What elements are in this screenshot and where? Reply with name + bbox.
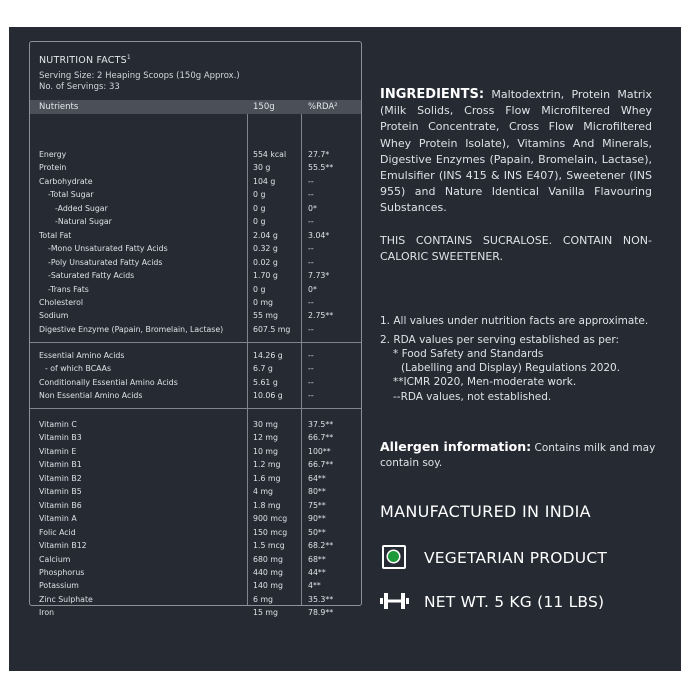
table-row (30, 581, 361, 594)
nutrient-rda: 7.73* (308, 271, 330, 281)
nutrient-rda: -- (308, 297, 314, 307)
nutrient-rda: 35.3** (308, 594, 334, 604)
nutrient-value: 104 g (253, 176, 276, 186)
ingredients-block (380, 87, 652, 217)
nutrient-name: Potassium (39, 581, 79, 591)
nutrient-name: -Natural Sugar (55, 217, 112, 227)
nutrient-rda: 55.5** (308, 163, 334, 173)
table-row (30, 514, 361, 527)
nutrient-rda: 27.7* (308, 150, 330, 159)
dumbbell-icon (380, 592, 409, 610)
table-row (30, 420, 361, 433)
nutrient-name: Digestive Enzyme (Papain, Bromelain, Lactase) (39, 324, 224, 334)
table-row (30, 177, 361, 190)
nutrient-name: Vitamin B1 (39, 460, 82, 470)
nutrient-rda: 68.2** (308, 541, 334, 551)
nutrient-name: -Poly Unsaturated Fatty Acids (48, 257, 163, 267)
table-row (30, 595, 361, 608)
table-row (30, 163, 361, 176)
nutrient-rda: 90** (308, 514, 326, 524)
nutrient-rda: -- (308, 244, 314, 254)
nutrient-value: 55 mg (253, 311, 278, 321)
vegetarian-label: VEGETARIAN PRODUCT (424, 549, 608, 567)
nutrient-name: Vitamin B5 (39, 487, 82, 497)
manufactured-in: MANUFACTURED IN INDIA (380, 502, 591, 521)
nutrient-name: Iron (39, 608, 55, 618)
table-row (30, 501, 361, 514)
table-row (30, 258, 361, 271)
allergen-label: Allergen information: (380, 439, 532, 454)
table-row (30, 351, 361, 364)
nutrient-rda: 64** (308, 473, 326, 483)
ingredients-label: INGREDIENTS: (380, 87, 485, 102)
nutrient-rda: 66.7** (308, 433, 334, 443)
table-row (30, 204, 361, 217)
nutrient-name: Vitamin C (39, 420, 77, 429)
table-row (30, 541, 361, 554)
nutrient-name: Folic Acid (39, 527, 76, 537)
nutrient-value: 1.2 mg (253, 460, 281, 470)
nutrient-value: 30 mg (253, 420, 278, 429)
table-row (30, 528, 361, 541)
table-header (30, 100, 361, 114)
sucralose-note: THIS CONTAINS SUCRALOSE. CONTAIN NON-CALORIC SWEETENER. (380, 234, 652, 264)
nutrient-value: 14.26 g (253, 351, 283, 360)
nutrient-value: 10 mg (253, 446, 278, 456)
nutrient-value: 6 mg (253, 594, 273, 604)
nutrient-rda: -- (308, 176, 314, 186)
nutrient-value: 150 mcg (253, 527, 288, 537)
servings-count: No. of Servings: 33 (39, 82, 120, 92)
nutrient-value: 4 mg (253, 487, 273, 497)
nutrient-rda: 100** (308, 446, 331, 456)
nutrient-value: 30 g (253, 163, 271, 173)
note-1: 1. All values under nutrition facts are approximate. (380, 315, 649, 327)
nutrient-name: Phosphorus (39, 567, 85, 577)
nutrient-name: Sodium (39, 311, 69, 321)
section-divider (30, 408, 361, 409)
nutrient-value: 2.04 g (253, 230, 278, 240)
nutrient-name: Non Essential Amino Acids (39, 391, 143, 401)
nutrient-value: 0 g (253, 217, 266, 227)
nutrient-rda: -- (308, 217, 314, 227)
table-row (30, 568, 361, 581)
table-row (30, 364, 361, 377)
nutrient-rda: -- (308, 351, 314, 360)
nutrient-rda: 78.9** (308, 608, 334, 618)
nutrient-value: 1.6 mg (253, 473, 281, 483)
nutrient-rda: -- (308, 364, 314, 374)
nutrient-rda: 2.75** (308, 311, 334, 321)
nutrient-rda: -- (308, 377, 314, 387)
nutrient-value: 900 mcg (253, 514, 288, 524)
table-row (30, 378, 361, 391)
table-row (30, 150, 361, 163)
nutrient-rda: 37.5** (308, 420, 334, 429)
nutrient-value: 0 g (253, 190, 266, 200)
nutrient-name: Calcium (39, 554, 71, 564)
nutrient-rda: -- (308, 324, 314, 334)
table-row (30, 460, 361, 473)
nutrient-name: Vitamin A (39, 514, 77, 524)
nutrition-facts-title: NUTRITION FACTS (39, 55, 127, 67)
ingredients-text: Maltodextrin, Protein Matrix (Milk Solids, Cross Flow Microfiltered Whey Protein Concentrate, Cross Flow Microfiltered Whey Protein Isolate), Vitamins And Minerals, Digestive Enzymes (Papain, Bromelain, Lactase), Emulsifier (INS 415 & INS E407), Sweetener (INS 955) and Nature Identical Vanilla Flavouring Substances. (380, 88, 652, 215)
table-row (30, 311, 361, 324)
header-rda: %RDA² (308, 102, 338, 112)
nutrient-name: Protein (39, 163, 67, 173)
nutrient-name: Vitamin E (39, 446, 77, 456)
nutrient-name: Energy (39, 150, 67, 159)
table-row (30, 447, 361, 460)
nutrient-name: -Trans Fats (48, 284, 89, 294)
nutrient-value: 5.61 g (253, 377, 278, 387)
allergen-text: Contains milk and may contain soy. (380, 442, 656, 469)
nutrient-value: 1.70 g (253, 271, 278, 281)
table-row (30, 190, 361, 203)
table-row (30, 271, 361, 284)
nutrient-value: 140 mg (253, 581, 283, 591)
nutrient-rda: 44** (308, 567, 326, 577)
nutrient-value: 1.5 mcg (253, 541, 285, 551)
nutrient-rda: 3.04* (308, 230, 330, 240)
nutrient-name: Vitamin B12 (39, 541, 87, 551)
nutrient-name: Vitamin B6 (39, 500, 82, 510)
nutrient-name: Vitamin B3 (39, 433, 82, 443)
nutrient-name: Zinc Sulphate (39, 594, 93, 604)
nutrient-rda: -- (308, 391, 314, 401)
table-row (30, 231, 361, 244)
note-icmr: **ICMR 2020, Men-moderate work. (393, 376, 577, 388)
title-note: 1 (126, 54, 131, 61)
header-nutrients: Nutrients (39, 102, 79, 112)
nutrient-value: 0 mg (253, 297, 273, 307)
table-row (30, 474, 361, 487)
nutrient-value: 0.02 g (253, 257, 278, 267)
nutrient-value: 1.8 mg (253, 500, 281, 510)
nutrient-name: Total Fat (39, 230, 72, 240)
nutrient-rda: 66.7** (308, 460, 334, 470)
nutrient-rda: 0* (308, 203, 317, 213)
nutrient-rda: -- (308, 257, 314, 267)
nutrient-name: Carbohydrate (39, 176, 93, 186)
table-row (30, 285, 361, 298)
table-row (30, 487, 361, 500)
table-row (30, 608, 361, 621)
nutrient-value: 15 mg (253, 608, 278, 618)
nutrient-rda: 80** (308, 487, 326, 497)
nutrient-value: 607.5 mg (253, 324, 291, 334)
nutrient-value: 12 mg (253, 433, 278, 443)
section-divider (30, 342, 361, 343)
net-weight: NET WT. 5 KG (11 LBS) (424, 593, 605, 611)
nutrient-value: 0 g (253, 284, 266, 294)
nutrient-value: 0.32 g (253, 244, 278, 254)
nutrient-rda: 4** (308, 581, 321, 591)
nutrient-value: 680 mg (253, 554, 283, 564)
nutrient-rda: 68** (308, 554, 326, 564)
table-row (30, 298, 361, 311)
nutrient-name: Essential Amino Acids (39, 351, 125, 360)
table-row (30, 325, 361, 338)
nutrient-value: 10.06 g (253, 391, 283, 401)
note-fssai-cont: (Labelling and Display) Regulations 2020. (401, 362, 621, 374)
note-2: 2. RDA values per serving established as per: (380, 334, 619, 346)
note-fssai: * Food Safety and Standards (393, 348, 544, 360)
header-amount: 150g (253, 102, 275, 112)
nutrient-name: Conditionally Essential Amino Acids (39, 377, 178, 387)
nutrient-rda: 50** (308, 527, 326, 537)
nutrient-value: 6.7 g (253, 364, 273, 374)
table-row (30, 433, 361, 446)
note-rda: --RDA values, not established. (393, 391, 552, 403)
serving-size: Serving Size: 2 Heaping Scoops (150g Approx.) (39, 71, 240, 81)
table-row (30, 217, 361, 230)
nutrient-rda: 0* (308, 284, 317, 294)
nutrient-rda: -- (308, 190, 314, 200)
veg-mark-icon (382, 545, 406, 569)
table-row (30, 555, 361, 568)
table-row (30, 244, 361, 257)
allergen-block (380, 440, 670, 470)
nutrition-facts-table (29, 41, 362, 618)
table-row (30, 391, 361, 404)
nutrient-name: - of which BCAAs (45, 364, 112, 374)
nutrient-name: -Saturated Fatty Acids (48, 271, 135, 281)
nutrient-name: -Added Sugar (55, 203, 108, 213)
nutrient-value: 0 g (253, 203, 266, 213)
nutrient-value: 440 mg (253, 567, 283, 577)
nutrient-value: 554 kcal (253, 150, 287, 159)
nutrient-name: -Mono Unsaturated Fatty Acids (48, 244, 168, 254)
nutrient-rda: 75** (308, 500, 326, 510)
nutrient-name: -Total Sugar (48, 190, 94, 200)
nutrient-name: Cholesterol (39, 297, 84, 307)
nutrient-name: Vitamin B2 (39, 473, 82, 483)
